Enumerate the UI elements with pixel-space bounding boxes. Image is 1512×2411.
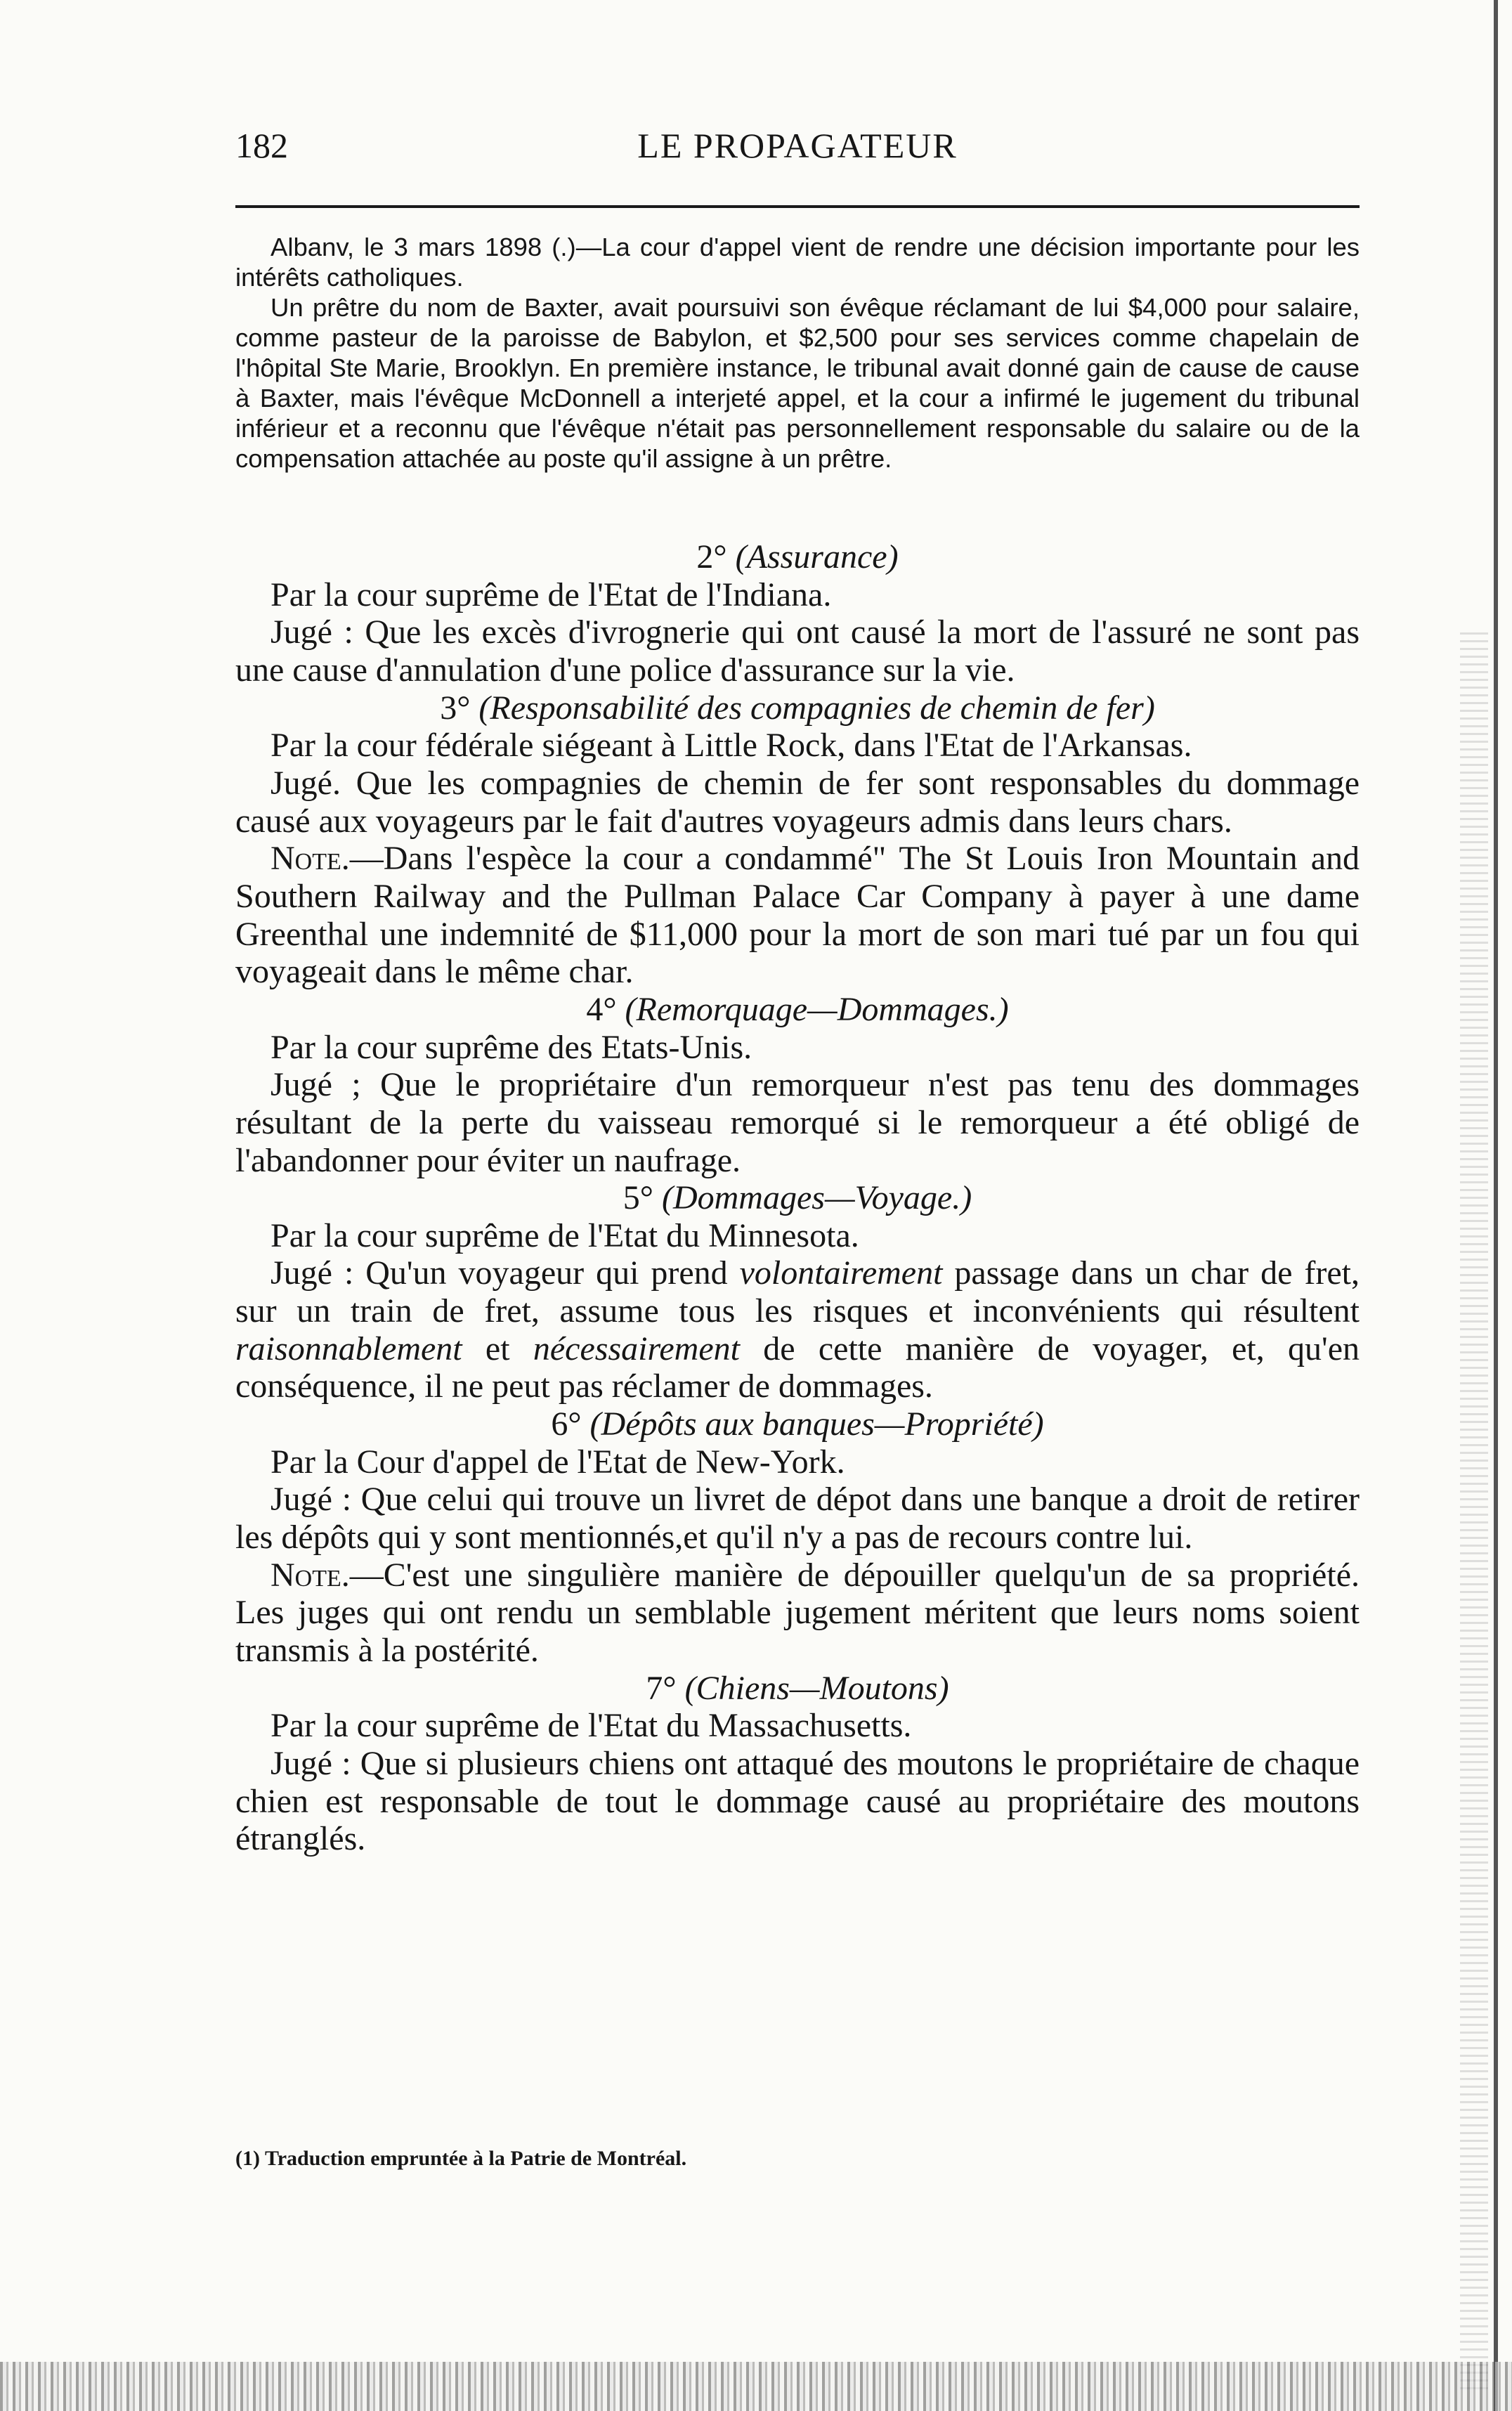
section-judgement-5: Jugé : Qu'un voyageur qui prend volontairement passage dans un char de fret, sur un train de fret, assume tous les risques et inconvénients qui résultent raisonnablement et nécessairement de cette manière de voyager, et, qu'en conséquence, il ne peut pas réclamer de dommages. <box>235 1254 1360 1405</box>
section-court-5: Par la cour suprême de l'Etat du Minnesota. <box>271 1216 859 1254</box>
main-text <box>235 538 1360 1858</box>
excerpt-paragraph-2: Un prêtre du nom de Baxter, avait poursuivi son évêque réclamant de lui $4,000 pour salaire, comme pasteur de la paroisse de Babylon, et $2,500 pour ses services comme chapelain de l'hôpital Ste Marie, Brooklyn. En première instance, le tribunal avait donné gain de cause de cause à Baxter, mais l'évêque McDonnell a interjeté appel, et la cour a infirmé le jugement du tribunal inférieur et a reconnu que l'évêque n'était pas personnellement responsable du salaire ou de la compensation attachée au poste qu'il assigne à un prêtre. <box>235 293 1360 474</box>
section-heading-6: 6° (Dépôts aux banques—Propriété) <box>551 1405 1044 1443</box>
section-court-2: Par la cour suprême de l'Etat de l'Indiana. <box>271 576 832 613</box>
page-header <box>235 125 1360 174</box>
scan-bottom-band <box>0 2362 1512 2411</box>
page-edge-texture <box>1460 632 1488 2389</box>
section-court-4: Par la cour suprême des Etats-Unis. <box>271 1028 752 1066</box>
section-court-3: Par la cour fédérale siégeant à Little Rock, dans l'Etat de l'Arkansas. <box>271 727 1192 765</box>
section-judgement-2: Jugé : Que les excès d'ivrognerie qui ont causé la mort de l'assuré ne sont pas une cause d'annulation d'une police d'assurance sur la vie. <box>235 613 1360 689</box>
section-judgement-6: Jugé : Que celui qui trouve un livret de dépot dans une banque a droit de retirer les dépôts qui y sont mentionnés,et qu'il n'y a pas de recours contre lui. <box>235 1481 1360 1557</box>
section-heading-3: 3° (Responsabilité des compagnies de chemin de fer) <box>440 689 1155 727</box>
section-heading-5: 5° (Dommages—Voyage.) <box>623 1179 972 1217</box>
news-excerpt <box>235 232 1360 474</box>
section-court-7: Par la cour suprême de l'Etat du Massachusetts. <box>271 1707 912 1745</box>
section-judgement-7: Jugé : Que si plusieurs chiens ont attaqué des moutons le propriétaire de chaque chien est responsable de tout le dommage causé au propriétaire des moutons étranglés. <box>235 1745 1360 1858</box>
excerpt-paragraph-1: Albanv, le 3 mars 1898 (.)—La cour d'appel vient de rendre une décision importante pour les intérêts catholiques. <box>235 233 1360 292</box>
section-judgement-4: Jugé ; Que le propriétaire d'un remorqueur n'est pas tenu des dommages résultant de la perte du vaisseau remorqué si le remorqueur a été obligé de l'abandonner pour éviter un naufrage. <box>235 1066 1360 1179</box>
section-note-6: Note.—C'est une singulière manière de dépouiller quelqu'un de sa propriété. Les juges qui ont rendu un semblable jugement méritent que leurs noms soient transmis à la postérité. <box>235 1556 1360 1670</box>
header-rule <box>235 205 1360 208</box>
section-heading-2: 2° (Assurance) <box>696 538 899 576</box>
page-edge-shadow <box>1494 0 1498 2411</box>
section-heading-4: 4° (Remorquage—Dommages.) <box>586 990 1009 1028</box>
running-title: LE PROPAGATEUR <box>637 126 958 165</box>
page-number: 182 <box>235 126 288 165</box>
section-note-3: Note.—Dans l'espèce la cour a condammé" The St Louis Iron Mountain and Southern Railway and the Pullman Palace Car Company à payer à une dame Greenthal une indemnité de $11,000 pour la mort de son mari tué par un fou qui voyageait dans le même char. <box>235 840 1360 991</box>
section-judgement-3: Jugé. Que les compagnies de chemin de fer sont responsables du dommage causé aux voyageurs par le fait d'autres voyageurs admis dans leurs chars. <box>235 764 1360 840</box>
footnote: (1) Traduction empruntée à la Patrie de Montréal. <box>235 2147 687 2170</box>
section-court-6: Par la Cour d'appel de l'Etat de New-York. <box>271 1443 845 1481</box>
section-heading-7: 7° (Chiens—Moutons) <box>646 1669 949 1707</box>
